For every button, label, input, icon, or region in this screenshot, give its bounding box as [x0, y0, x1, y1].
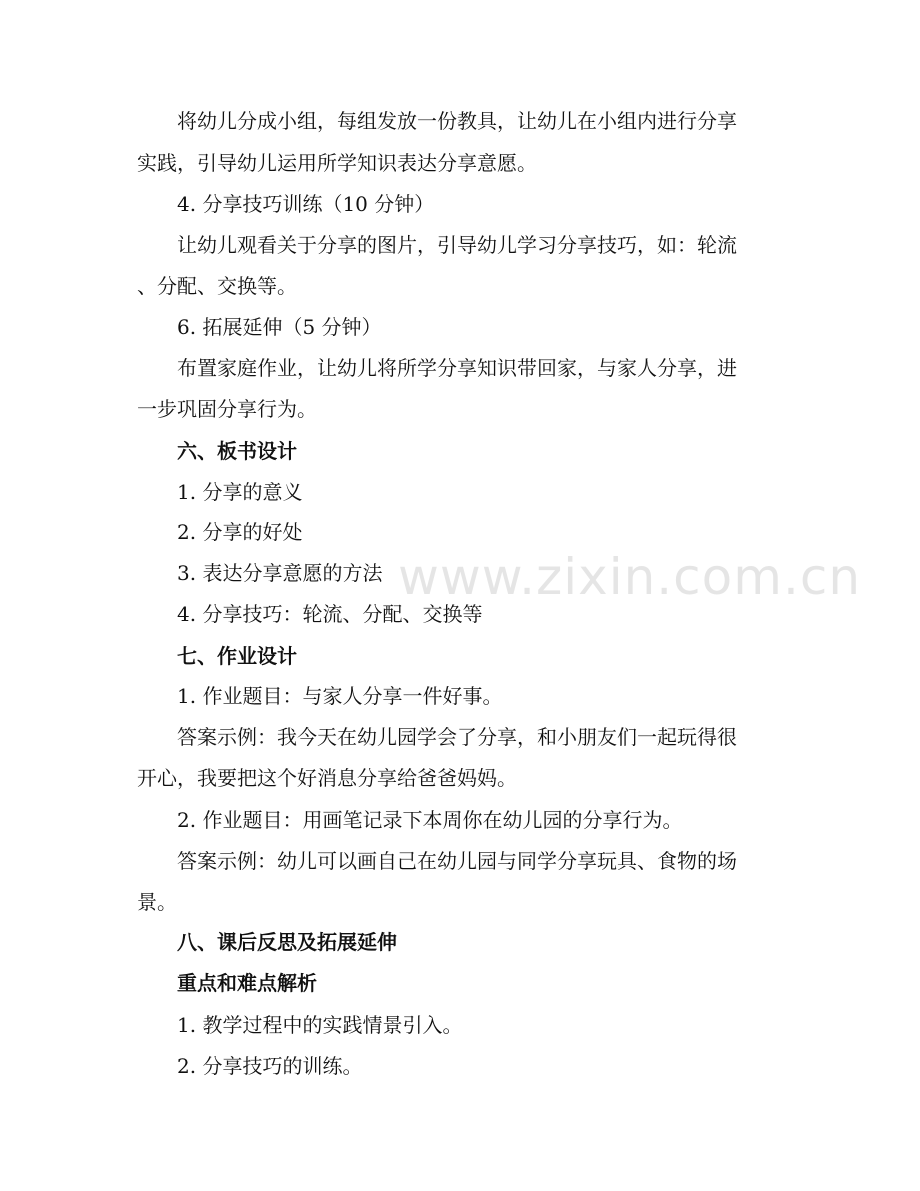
subsection-heading: 重点和难点解析 — [177, 971, 317, 995]
list-item: 6. 拓展延伸（5 分钟） — [177, 315, 382, 339]
paragraph-line: 、分配、交换等。 — [137, 274, 297, 298]
list-item: 1. 作业题目：与家人分享一件好事。 — [177, 684, 503, 708]
paragraph-line: 开心，我要把这个好消息分享给爸爸妈妈。 — [137, 766, 517, 790]
section-heading: 六、板书设计 — [177, 439, 297, 463]
section-heading: 八、课后反思及拓展延伸 — [177, 930, 397, 954]
paragraph-line: 答案示例：我今天在幼儿园学会了分享，和小朋友们一起玩得很 — [177, 725, 737, 749]
paragraph-line: 答案示例：幼儿可以画自己在幼儿园与同学分享玩具、食物的场 — [177, 849, 737, 873]
paragraph-line: 布置家庭作业，让幼儿将所学分享知识带回家，与家人分享，进 — [177, 356, 737, 380]
list-item: 1. 教学过程中的实践情景引入。 — [177, 1013, 463, 1037]
list-item: 1. 分享的意义 — [177, 480, 303, 504]
list-item: 4. 分享技巧：轮流、分配、交换等 — [177, 602, 483, 626]
list-item: 4. 分享技巧训练（10 分钟） — [177, 192, 435, 216]
paragraph-line: 将幼儿分成小组，每组发放一份教具，让幼儿在小组内进行分享 — [177, 109, 737, 133]
section-heading: 七、作业设计 — [177, 644, 297, 668]
list-item: 3. 表达分享意愿的方法 — [177, 561, 383, 585]
paragraph-line: 让幼儿观看关于分享的图片，引导幼儿学习分享技巧，如：轮流 — [177, 233, 737, 257]
list-item: 2. 作业题目：用画笔记录下本周你在幼儿园的分享行为。 — [177, 808, 683, 832]
paragraph-line: 一步巩固分享行为。 — [137, 397, 317, 421]
paragraph-line: 实践，引导幼儿运用所学知识表达分享意愿。 — [137, 151, 537, 175]
paragraph-line: 景。 — [137, 890, 177, 914]
list-item: 2. 分享的好处 — [177, 520, 303, 544]
list-item: 2. 分享技巧的训练。 — [177, 1054, 363, 1078]
watermark: www.zixin.com.cn — [398, 548, 862, 606]
